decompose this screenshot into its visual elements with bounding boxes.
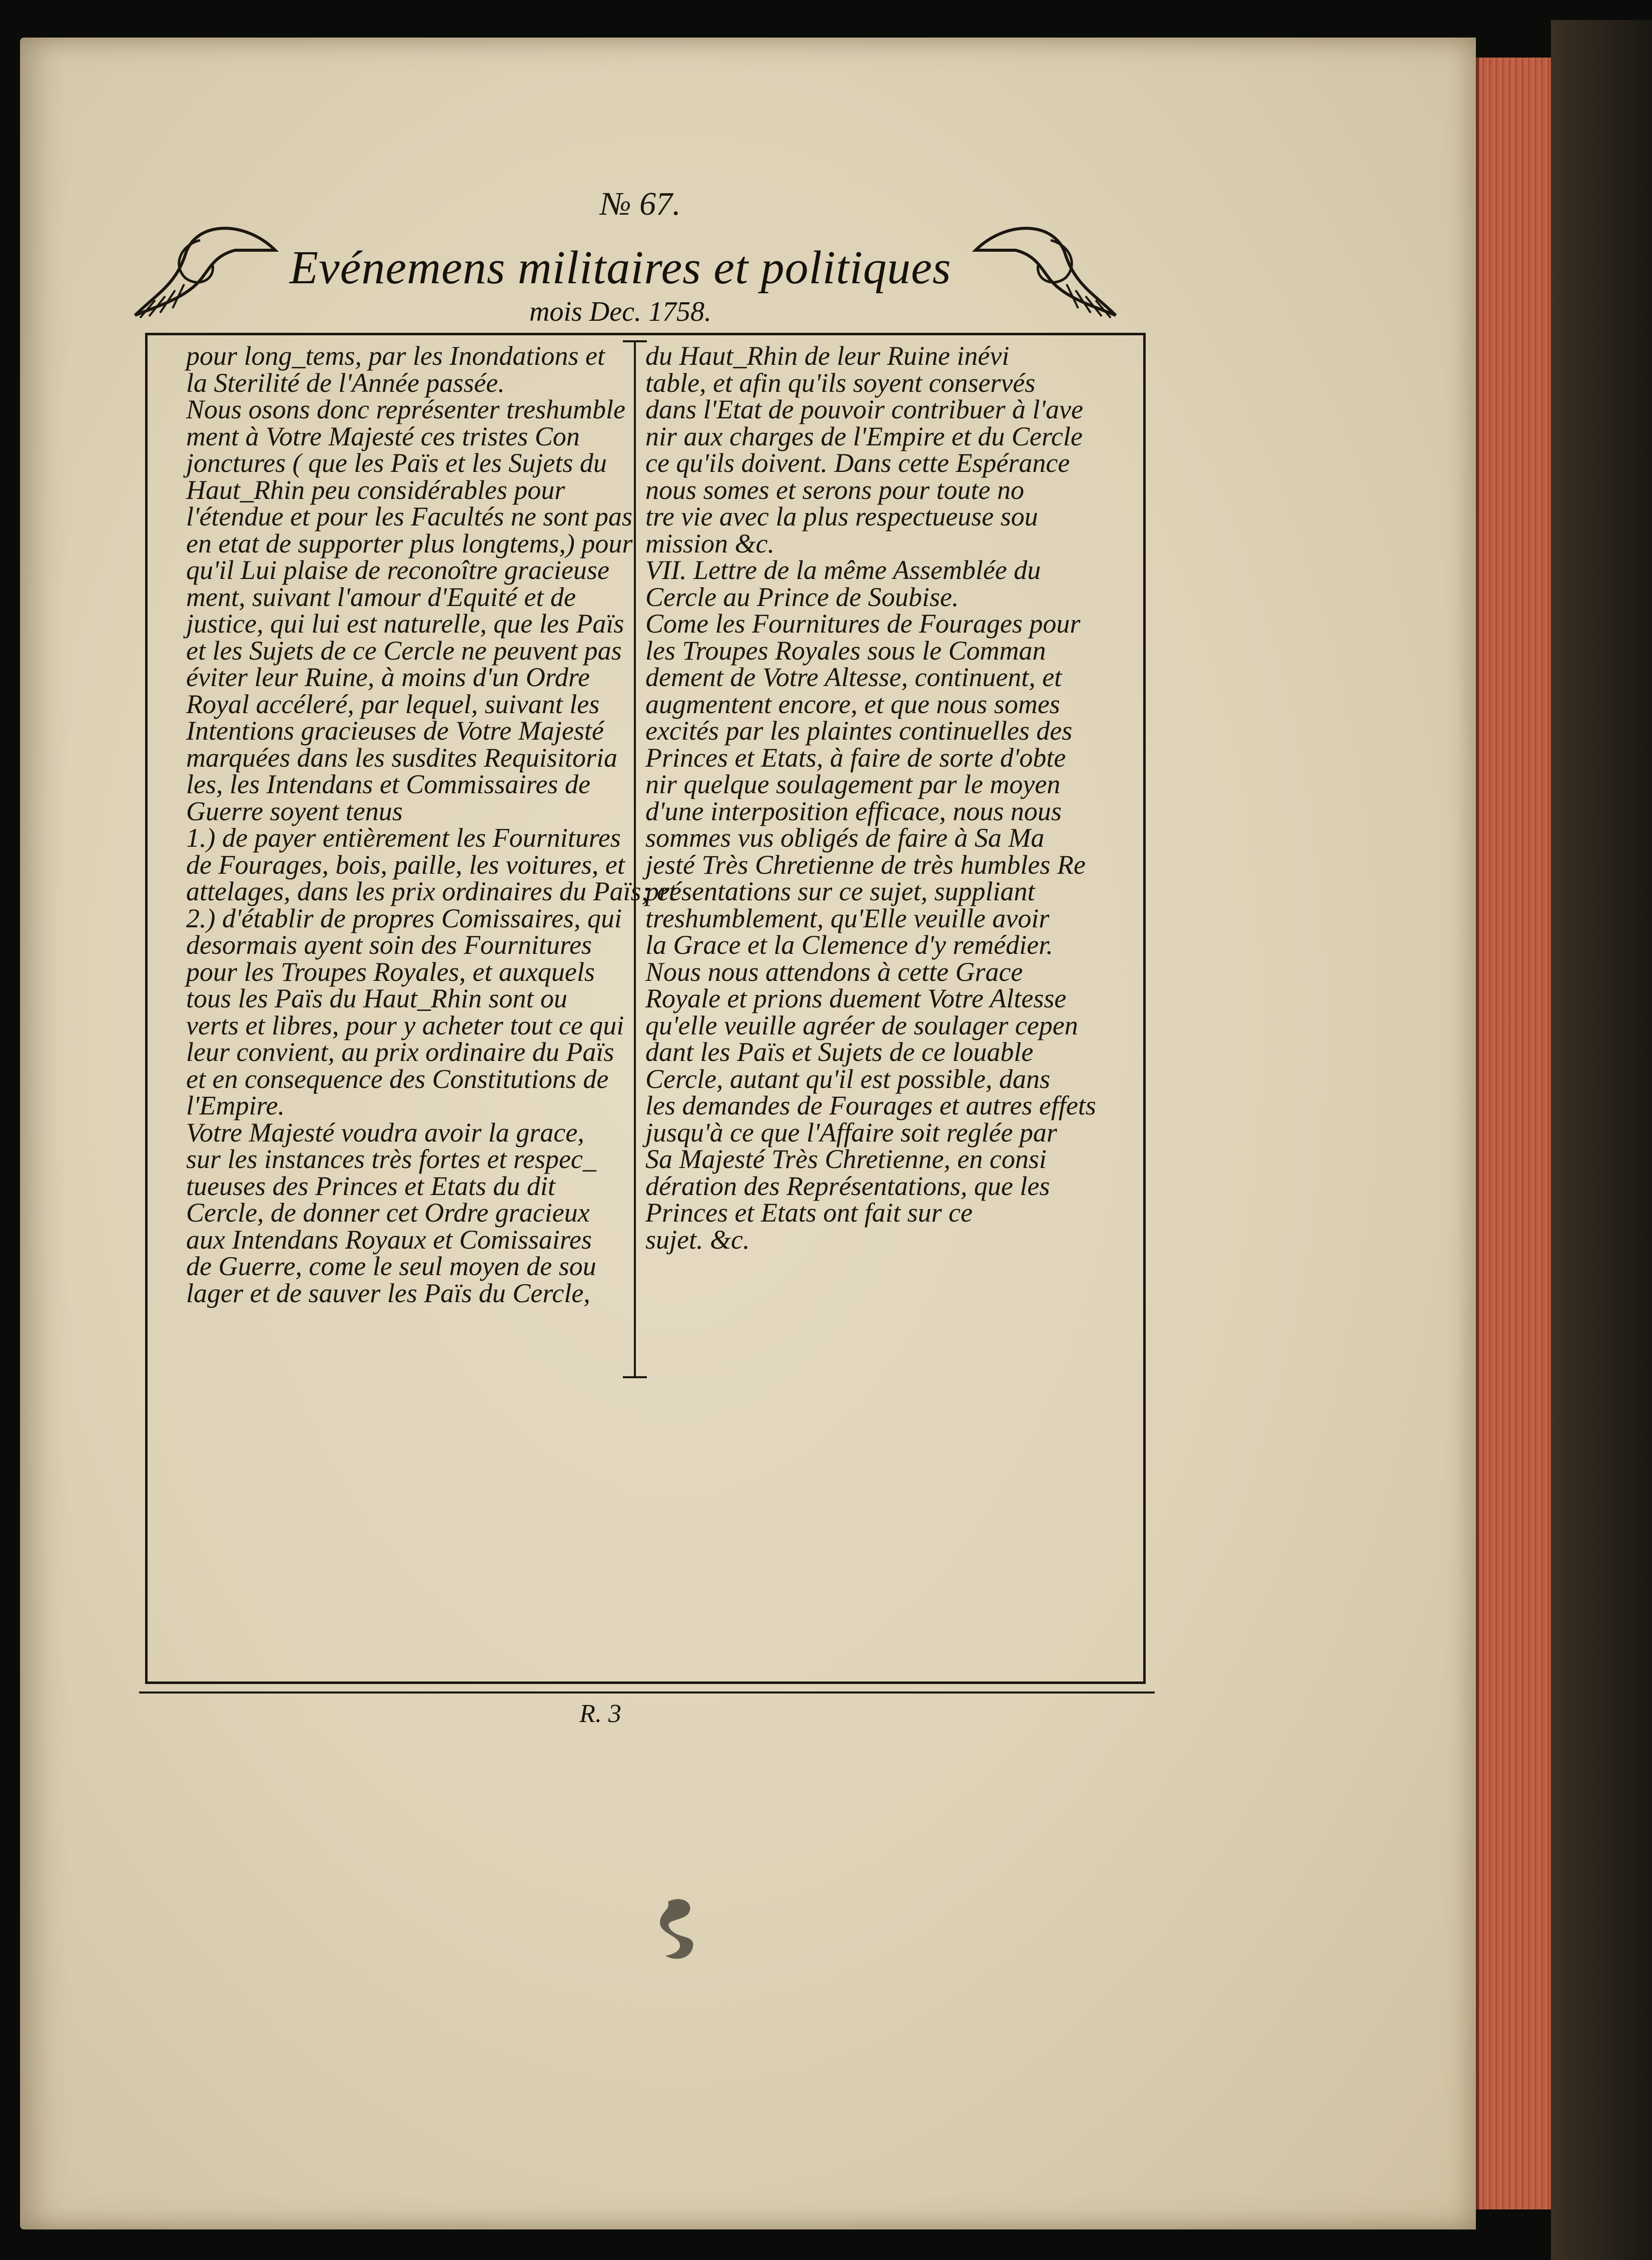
text-line: ment, suivant l'amour d'Equité et de bbox=[186, 582, 576, 612]
text-line: qu'il Lui plaise de reconoître gracieuse bbox=[186, 555, 609, 585]
text-line: Cercle au Prince de Soubise. bbox=[645, 582, 959, 612]
text-line: pour long_tems, par les Inondations et bbox=[186, 341, 605, 371]
text-line: augmentent encore, et que nous somes bbox=[645, 689, 1060, 719]
text-line: leur convient, au prix ordinaire du Païs bbox=[186, 1037, 614, 1067]
signature-mark: R. 3 bbox=[579, 1700, 621, 1728]
text-line: jonctures ( que les Païs et les Sujets du bbox=[186, 448, 607, 478]
text-line: sommes vus obligés de faire à Sa Ma bbox=[645, 823, 1045, 853]
text-line: les Troupes Royales sous le Comman bbox=[645, 635, 1046, 666]
text-line: les, les Intendans et Commissaires de bbox=[186, 769, 590, 799]
text-line: aux Intendans Royaux et Comissaires bbox=[186, 1224, 592, 1255]
text-line: justice, qui lui est naturelle, que les Païs bbox=[186, 609, 624, 639]
text-line: mission &c. bbox=[645, 528, 775, 558]
text-line: éviter leur Ruine, à moins d'un Ordre bbox=[186, 662, 590, 692]
text-line: la Sterilité de l'Année passée. bbox=[186, 367, 505, 398]
sheet-number: № 67. bbox=[600, 186, 681, 222]
text-line: de Fourages, bois, paille, les voitures, et bbox=[186, 849, 625, 880]
left-column-text bbox=[186, 341, 676, 1308]
text-line: dement de Votre Altesse, continuent, et bbox=[645, 662, 1062, 692]
text-line: Princes et Etats, à faire de sorte d'obte bbox=[645, 742, 1066, 773]
text-line: et les Sujets de ce Cercle ne peuvent pas bbox=[186, 635, 622, 666]
text-line: Royale et prions duement Votre Altesse bbox=[645, 983, 1067, 1013]
text-line: l'étendue et pour les Facultés ne sont pas bbox=[186, 501, 632, 531]
heading-subtitle: mois Dec. 1758. bbox=[529, 296, 711, 327]
text-line: Cercle, de donner cet Ordre gracieux bbox=[186, 1198, 590, 1228]
text-line: sujet. &c. bbox=[645, 1224, 750, 1255]
text-line: lager et de sauver les Païs du Cercle, bbox=[186, 1278, 590, 1308]
right-column-text bbox=[645, 343, 1121, 1253]
text-line: marquées dans les susdites Requisitoria bbox=[186, 742, 617, 773]
text-line: VII. Lettre de la même Assemblée du bbox=[645, 555, 1041, 585]
text-line: Haut_Rhin peu considérables pour bbox=[186, 474, 565, 505]
text-line: en etat de supporter plus longtems,) pour bbox=[186, 528, 633, 558]
text-line: Guerre soyent tenus bbox=[186, 796, 403, 826]
text-line: tueuses des Princes et Etats du dit bbox=[186, 1171, 555, 1201]
text-line: Intentions gracieuses de Votre Majesté bbox=[186, 716, 604, 746]
column-divider-cap bbox=[623, 340, 647, 342]
text-line: nous somes et serons pour toute no bbox=[645, 474, 1024, 505]
cartouche-left-ornament bbox=[125, 210, 285, 330]
text-line: nir aux charges de l'Empire et du Cercle bbox=[645, 421, 1083, 451]
cartouche-right-ornament bbox=[966, 210, 1126, 330]
column-divider-cap bbox=[623, 1376, 647, 1378]
text-line: sur les instances très fortes et respec_ bbox=[186, 1144, 596, 1174]
text-line: Votre Majesté voudra avoir la grace, bbox=[186, 1117, 584, 1148]
ink-stamp-mark bbox=[648, 1892, 708, 1967]
text-line: ce qu'ils doivent. Dans cette Espérance bbox=[645, 448, 1070, 478]
text-line: tous les Païs du Haut_Rhin sont ou bbox=[186, 983, 568, 1013]
text-line: table, et afin qu'ils soyent conservés bbox=[645, 367, 1036, 398]
text-line: Princes et Etats ont fait sur ce bbox=[645, 1198, 973, 1228]
text-line: Come les Fournitures de Fourages pour bbox=[645, 609, 1081, 639]
text-line: ment à Votre Majesté ces tristes Con bbox=[186, 421, 580, 451]
page-fore-edge bbox=[1476, 58, 1554, 2209]
text-line: dans l'Etat de pouvoir contribuer à l'ave bbox=[645, 394, 1083, 424]
text-line: attelages, dans les prix ordinaires du Païs; et bbox=[186, 876, 676, 906]
text-line: Royal accéleré, par lequel, suivant les bbox=[186, 689, 600, 719]
text-line: Sa Majesté Très Chretienne, en consi bbox=[645, 1144, 1047, 1174]
text-line: Cercle, autant qu'il est possible, dans bbox=[645, 1063, 1050, 1094]
text-line: desormais ayent soin des Fournitures bbox=[186, 930, 592, 960]
text-line: dant les Païs et Sujets de ce louable bbox=[645, 1037, 1034, 1067]
column-divider bbox=[634, 340, 636, 1376]
text-line: du Haut_Rhin de leur Ruine inévi bbox=[645, 341, 1010, 371]
text-line: d'une interposition efficace, nous nous bbox=[645, 796, 1062, 826]
text-line: treshumblement, qu'Elle veuille avoir bbox=[645, 903, 1050, 933]
text-line: pour les Troupes Royales, et auxquels bbox=[186, 956, 595, 987]
text-line: 2.) d'établir de propres Comissaires, qui bbox=[186, 903, 622, 933]
text-line: jesté Très Chretienne de très humbles Re bbox=[645, 849, 1086, 880]
text-line: présentations sur ce sujet, suppliant bbox=[645, 876, 1035, 906]
text-line: dération des Représentations, que les bbox=[645, 1171, 1050, 1201]
text-line: nir quelque soulagement par le moyen bbox=[645, 769, 1061, 799]
book-cover bbox=[1551, 20, 1652, 2260]
text-line: jusqu'à ce que l'Affaire soit reglée par bbox=[645, 1117, 1057, 1148]
text-line: Nous nous attendons à cette Grace bbox=[645, 956, 1023, 987]
text-line: et en consequence des Constitutions de bbox=[186, 1063, 609, 1094]
heading-title: Evénemens militaires et politiques bbox=[289, 242, 952, 294]
text-line: excités par les plaintes continuelles des bbox=[645, 716, 1073, 746]
text-line: 1.) de payer entièrement les Fournitures bbox=[186, 823, 621, 853]
text-line: de Guerre, come le seul moyen de sou bbox=[186, 1251, 596, 1281]
text-line: la Grace et la Clemence d'y remédier. bbox=[645, 930, 1053, 960]
text-line: l'Empire. bbox=[186, 1090, 285, 1120]
text-line: tre vie avec la plus respectueuse sou bbox=[645, 501, 1038, 531]
frame-bottom-rule bbox=[139, 1691, 1155, 1693]
page-heading bbox=[270, 240, 971, 328]
text-line: les demandes de Fourages et autres effets bbox=[645, 1090, 1096, 1120]
text-line: qu'elle veuille agréer de soulager cepen bbox=[645, 1010, 1078, 1040]
text-line: verts et libres, pour y acheter tout ce qui bbox=[186, 1010, 624, 1040]
text-line: Nous osons donc représenter treshumble bbox=[186, 394, 625, 424]
